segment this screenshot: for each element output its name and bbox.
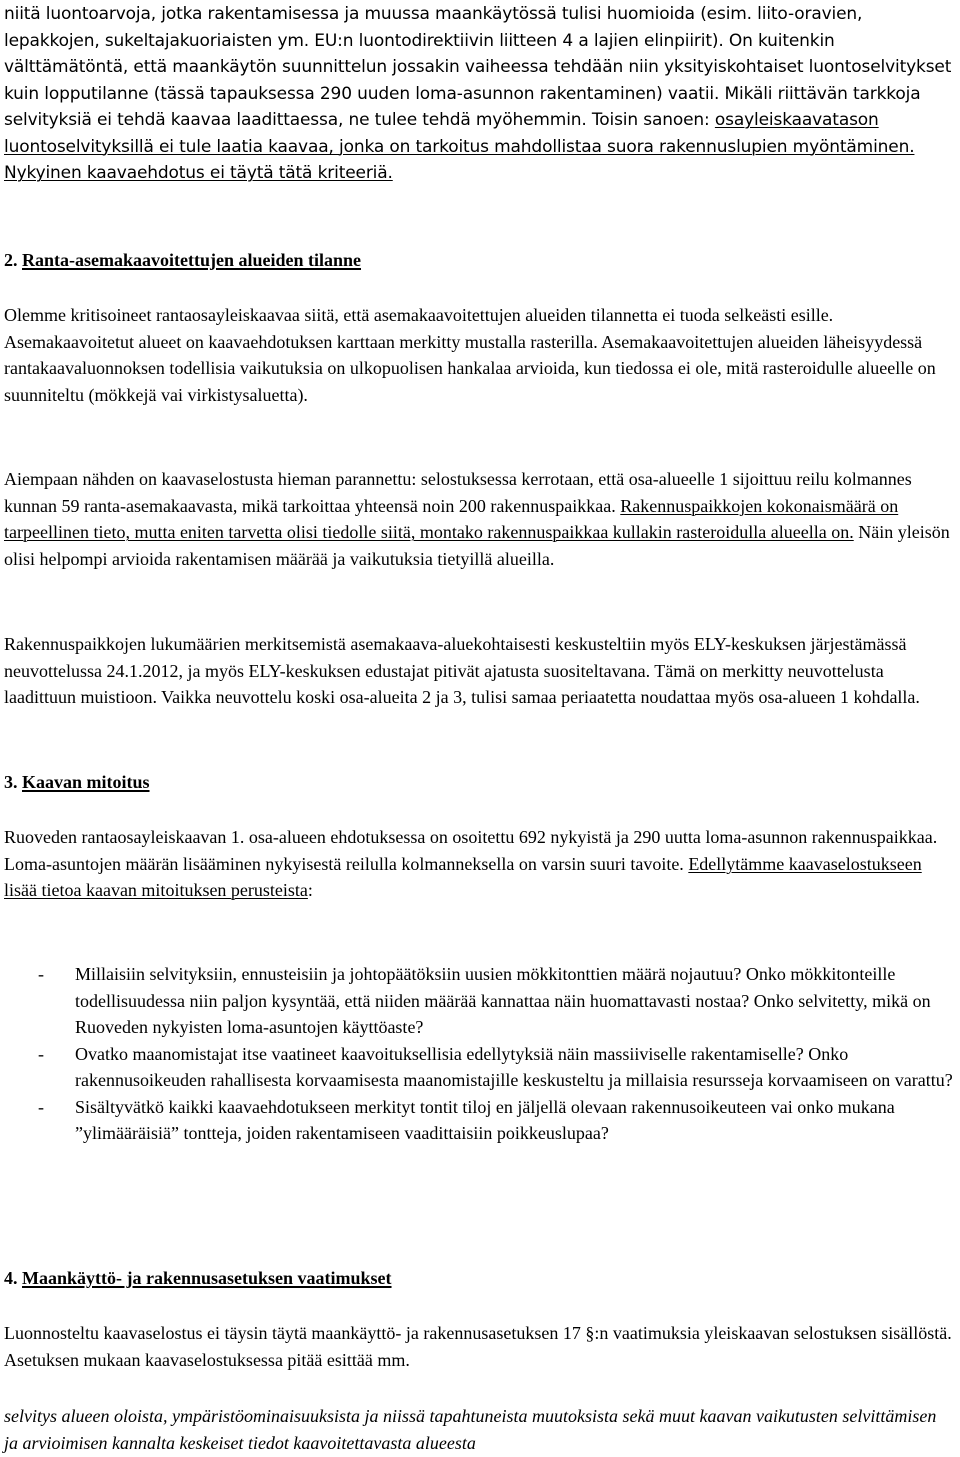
list-marker: - xyxy=(38,964,44,984)
paragraph-kaavaselostus-improved xyxy=(4,466,954,572)
section-title: Ranta-asemakaavoitettujen alueiden tilanne xyxy=(22,250,361,270)
list-item-text: Millaisiin selvityksiin, ennusteisiin ja johtopäätöksiin uusien mökkitonttien määrä nojautuu? Onko mökkitonteille todellisuudessa niin paljon kysyntää, että niiden määrää kannattaa näin huomattavasti nostaa? Onko selvitetty, mikä on Ruoveden nykyisten loma-asuntojen käyttöaste? xyxy=(75,964,931,1037)
paragraph-ely-neuvottelu: Rakennuspaikkojen lukumäärien merkitsemistä asemakaava-aluekohtaisesti keskusteltiin myös ELY-keskuksen järjestämässä neuvottelussa 24.1.2012, ja myös ELY-keskuksen edustajat pitivät ajatusta suositeltavana. Tämä on merkitty neuvottelusta laadittuun muistioon. Vaikka neuvottelu koski osa-alueita 2 ja 3, tulisi samaa periaatetta noudattaa myös osa-alueen 1 kohdalla. xyxy=(4,634,920,707)
list-item-text: Sisältyvätkö kaikki kaavaehdotukseen merkityt tontit tiloj en jäljellä olevaan rakennusoikeuteen vai onko mukana ”ylimääräisiä” tontteja, joiden rakentamiseen vaadittaisiin poikkeuslupaa? xyxy=(75,1096,895,1143)
text-segment: On kuitenkin välttämätöntä, että maankäytön suunnittelun jossakin vaiheessa tehdään niin yksityiskohtaiset luontoselvitykset kuin lopputilanne (tässä tapauksessa 290 uuden loma-asunnon rakentaminen) vaatii. Mikäli riittävän tarkkoja selvityksiä ei tehdä kaavaa laadittaessa, ne tulee tehdä myöhemmin. xyxy=(4,30,952,130)
paragraph-mitoitus xyxy=(4,824,954,904)
underlined-statement: Edellytämme kaavaselostukseen lisää tietoa kaavan mitoituksen perusteista xyxy=(4,853,922,900)
list-marker: - xyxy=(38,1096,44,1117)
text-segment: : xyxy=(307,880,313,900)
text-segment: Toisin sanoen: xyxy=(591,110,710,130)
underlined-statement: Rakennuspaikkojen kokonaismäärä on tarpeellinen tieto, mutta eniten tarvetta olisi tiedolle siitä, montako rakennuspaikkaa kullakin rasteroidulla alueella on. xyxy=(4,495,899,542)
list-item xyxy=(4,1094,959,1147)
section-number: 4. xyxy=(4,1268,18,1288)
underlined-statement: osayleiskaavatason luontoselvityksillä ei tule laatia kaavaa, jonka on tarkoitus mahdollistaa suora rakennuslupien myöntäminen. Nykyinen kaavaehdotus ei täytä tätä kriteeriä. xyxy=(4,110,915,183)
text-segment: niitä luontoarvoja, jotka rakentamisessa ja muussa maankäytössä tulisi huomioida (esim. liito-oravien, lepakkojen, sukeltajakuoriaisten ym. EU:n luontodirektiivin liitteen 4 a lajien elinpiirit). xyxy=(4,4,863,51)
section-title: Kaavan mitoitus xyxy=(22,772,150,792)
section-4-heading xyxy=(4,1265,392,1292)
list-item xyxy=(4,961,959,1041)
question-list xyxy=(4,961,959,1147)
paragraph-asetus-requirements: Luonnosteltu kaavaselostus ei täysin täytä maankäyttö- ja rakennusasetuksen 17 §:n vaatimuksia yleiskaavan selostuksen sisällöstä. Asetuksen mukaan kaavaselostuksessa pitää esittää mm. xyxy=(4,1323,952,1370)
section-3-heading xyxy=(4,769,150,796)
section-2-heading xyxy=(4,247,361,274)
paragraph-luontoselvitykset xyxy=(4,1,954,187)
section-title: Maankäyttö- ja rakennusasetuksen vaatimukset xyxy=(22,1268,392,1288)
list-marker: - xyxy=(38,1043,44,1064)
section-number: 2. xyxy=(4,250,18,270)
text-segment: Ruoveden rantaosayleiskaavan 1. osa-alueen ehdotuksessa on osoitettu 692 nykyistä ja 290 uutta loma-asunnon rakennuspaikkaa. Loma-asuntojen määrän lisääminen nykyisestä reilulla kolmanneksella on varsin suuri tavoite. xyxy=(4,827,938,874)
paragraph-asemakaava-criticism: Olemme kritisoineet rantaosayleiskaavaa siitä, että asemakaavoitettujen alueiden tilannetta ei tuoda selkeästi esille. Asemakaavoitetut alueet on kaavaehdotuksen karttaan merkitty mustalla rasterilla. Asemakaavoitettujen alueiden läheisyydessä rantakaavaluonnoksen todellisia vaikutuksia on ulkopuolisen hankalaa arvioida, kun tiedossa ei ole, mitä rasteroidulle alueelle on suunniteltu (mökkejä vai virkistysaluetta). xyxy=(4,305,936,405)
text-segment: Näin yleisön olisi helpompi arvioida rakentamisen määrää ja vaikutuksia tietyillä alueilla. xyxy=(4,522,950,569)
text-segment: Aiempaan nähden on kaavaselostusta hieman parannettu: selostuksessa kerrotaan, että osa-alueelle 1 sijoittuu reilu kolmannes kunnan 59 ranta-asemakaavasta, mikä tarkoittaa yhteensä noin 200 rakennuspaikkaa. xyxy=(4,469,912,516)
section-number: 3. xyxy=(4,772,18,792)
list-item-text: Ovatko maanomistajat itse vaatineet kaavoituksellisia edellytyksiä näin massiiviselle rakentamiselle? Onko rakennusoikeuden rahallisesta korvaamisesta maanomistajille keskusteltu ja millaisia resursseja korvaamiseen on varattu? xyxy=(75,1043,953,1090)
list-item xyxy=(4,1041,959,1094)
paragraph-asetus-quote: selvitys alueen oloista, ympäristöominaisuuksista ja niissä tapahtuneista muutoksista sekä muut kaavan vaikutusten selvittämisen ja arvioimisen kannalta keskeiset tiedot kaavoitettavasta alueesta xyxy=(4,1406,937,1453)
